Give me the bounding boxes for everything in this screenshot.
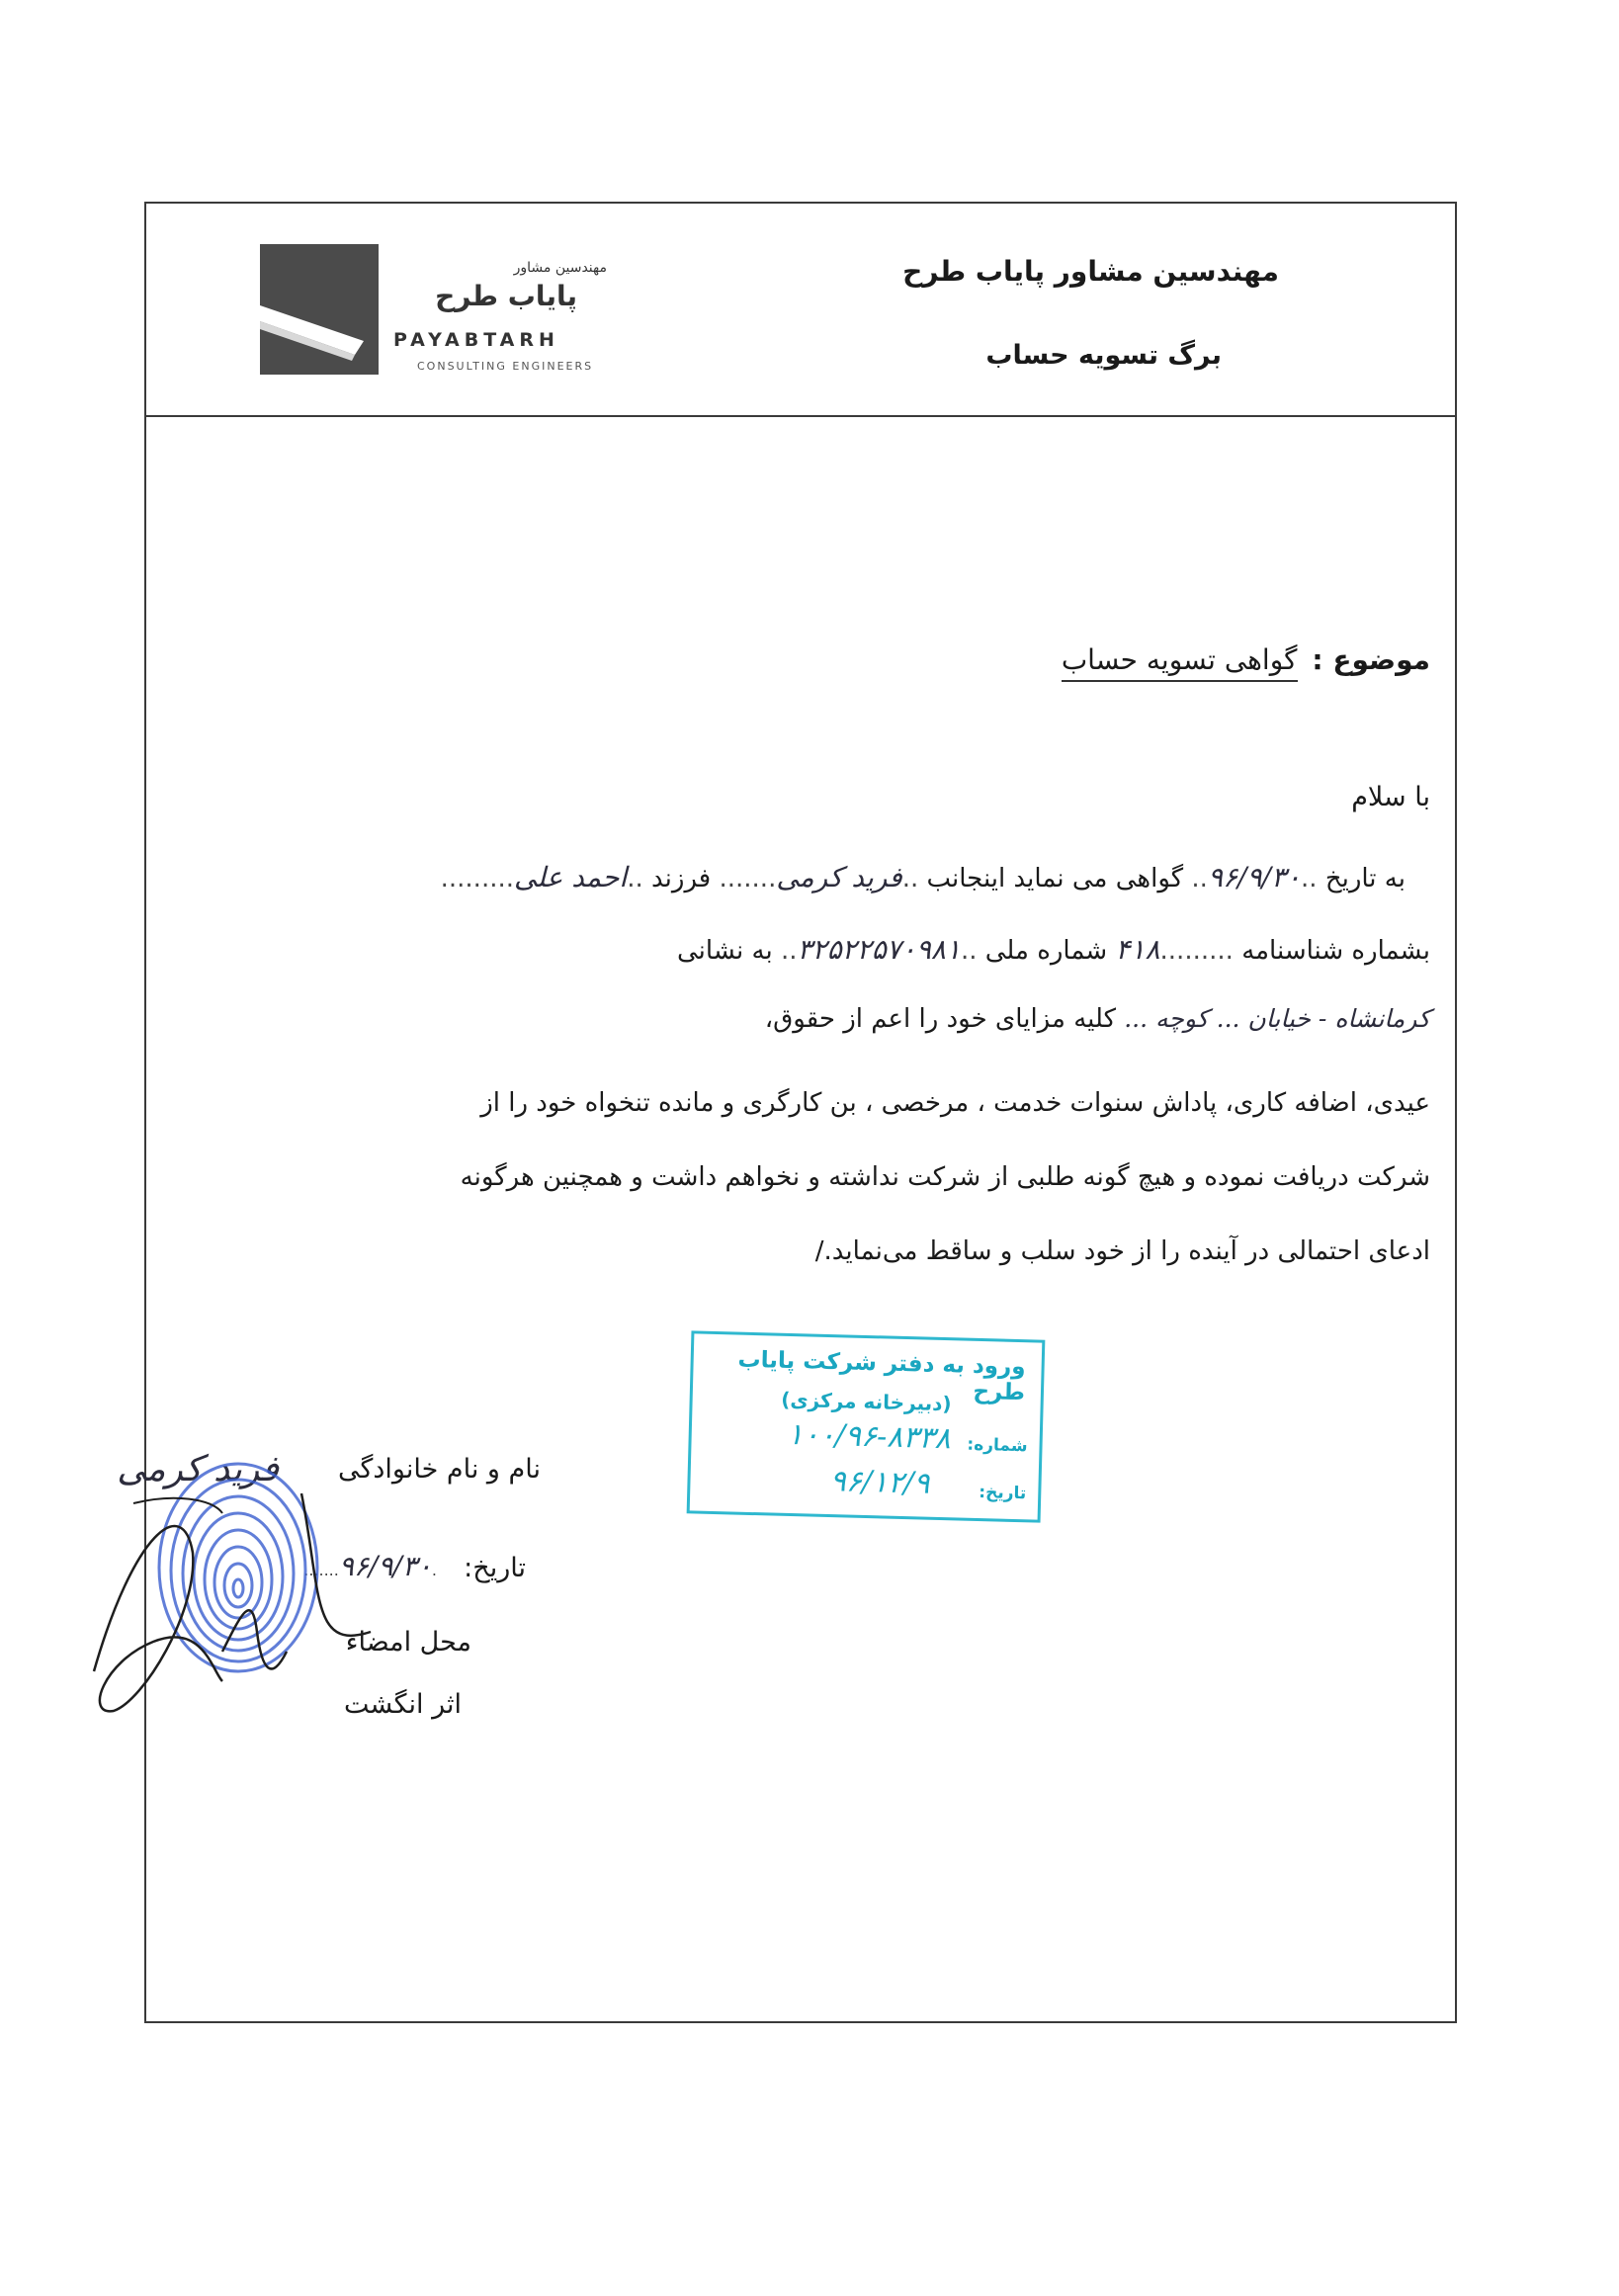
handwritten-signer-date: ۹۶/۹/۳۰ xyxy=(338,1550,432,1582)
name-label: نام و نام خانوادگی xyxy=(338,1454,541,1485)
signature-place-label: محل امضاء xyxy=(345,1627,471,1658)
handwritten-father-name: احمد علی xyxy=(514,861,628,893)
stamp-date-value: ۹۶/۱۲/۹ xyxy=(829,1464,930,1501)
certify-text: گواهی می نماید اینجانب xyxy=(926,864,1184,893)
company-logo-icon xyxy=(260,244,379,375)
body-line-6: ادعای احتمالی در آینده را از خود سلب و ساقط می‌نماید./ xyxy=(814,1236,1430,1266)
logo-en-name: PAYABTARH xyxy=(393,329,559,351)
signature-icon xyxy=(74,1474,420,1721)
handwritten-signer-name: فرید کرمی xyxy=(117,1449,279,1489)
header xyxy=(146,204,1455,417)
greeting: با سلام xyxy=(1351,782,1430,812)
handwritten-national-id: ۳۲۵۲۲۵۷۰۹۸۱ xyxy=(797,933,961,966)
body-text-3: کلیه مزایای خود را اعم از حقوق، xyxy=(764,1004,1116,1034)
form-title: برگ تسویه حساب xyxy=(985,340,1222,371)
body-line-5: شرکت دریافت نموده و هیچ گونه طلبی از شرکت نداشته و نخواهم داشت و همچنین هرگونه xyxy=(460,1162,1430,1192)
subject-value: گواهی تسویه حساب xyxy=(1062,643,1298,682)
subject-line xyxy=(1062,643,1430,676)
body-line-1: به تاریخ ..۹۶/۹/۳۰.. گواهی می نماید اینجانب ..فرید کرمی....... فرزند ..احمد علی......... xyxy=(440,861,1406,893)
body-line-2: بشماره شناسنامه .........۴۱۸ شماره ملی ..۳۲۵۲۲۵۷۰۹۸۱.. به نشانی xyxy=(677,933,1430,966)
logo-wordmark xyxy=(389,258,627,386)
stamp-number-label: شماره: xyxy=(967,1434,1028,1457)
company-name: مهندسین مشاور پایاب طرح xyxy=(902,255,1279,288)
stamp-line-1: ورود به دفتر شرکت پایاب طرح xyxy=(737,1346,1026,1406)
logo-en-subtitle: CONSULTING ENGINEERS xyxy=(417,360,594,373)
reception-stamp xyxy=(687,1330,1046,1522)
body-line-4: عیدی، اضافه کاری، پاداش سنوات خدمت ، مرخصی ، بن کارگری و مانده تنخواه خود را از xyxy=(480,1088,1430,1118)
date-label: تاریخ: xyxy=(464,1553,526,1583)
date-prefix: به تاریخ xyxy=(1324,864,1406,893)
signer-date: .۹۶/۹/۳۰....... xyxy=(303,1550,437,1582)
handwritten-name: فرید کرمی xyxy=(776,861,902,893)
subject-label: موضوع : xyxy=(1312,643,1430,676)
stamp-date-label: تاریخ: xyxy=(979,1483,1027,1504)
handwritten-date: ۹۶/۹/۳۰ xyxy=(1207,861,1302,893)
handwritten-id-number: ۴۱۸ xyxy=(1115,933,1160,966)
document-frame xyxy=(117,202,1457,2023)
national-id-label: شماره ملی xyxy=(984,936,1108,966)
fingerprint-label: اثر انگشت xyxy=(343,1689,462,1720)
child-of-label: فرزند xyxy=(651,864,712,893)
logo-fa-name: پایاب طرح xyxy=(435,280,577,312)
address-label: به نشانی xyxy=(677,936,773,966)
handwritten-address: کرمانشاه - خیابان ... کوچه ... xyxy=(1124,1004,1430,1033)
stamp-number-value: ۱۰۰/۹۶-۸۳۳۸ xyxy=(787,1416,952,1457)
body-line-3 xyxy=(765,1004,1430,1034)
logo-mark-icon xyxy=(260,244,379,375)
logo-fa-small: مهندسین مشاور xyxy=(513,260,607,276)
stamp-line-2: (دبیرخانه مرکزی) xyxy=(780,1387,952,1416)
id-label: بشماره شناسنامه xyxy=(1241,936,1430,966)
